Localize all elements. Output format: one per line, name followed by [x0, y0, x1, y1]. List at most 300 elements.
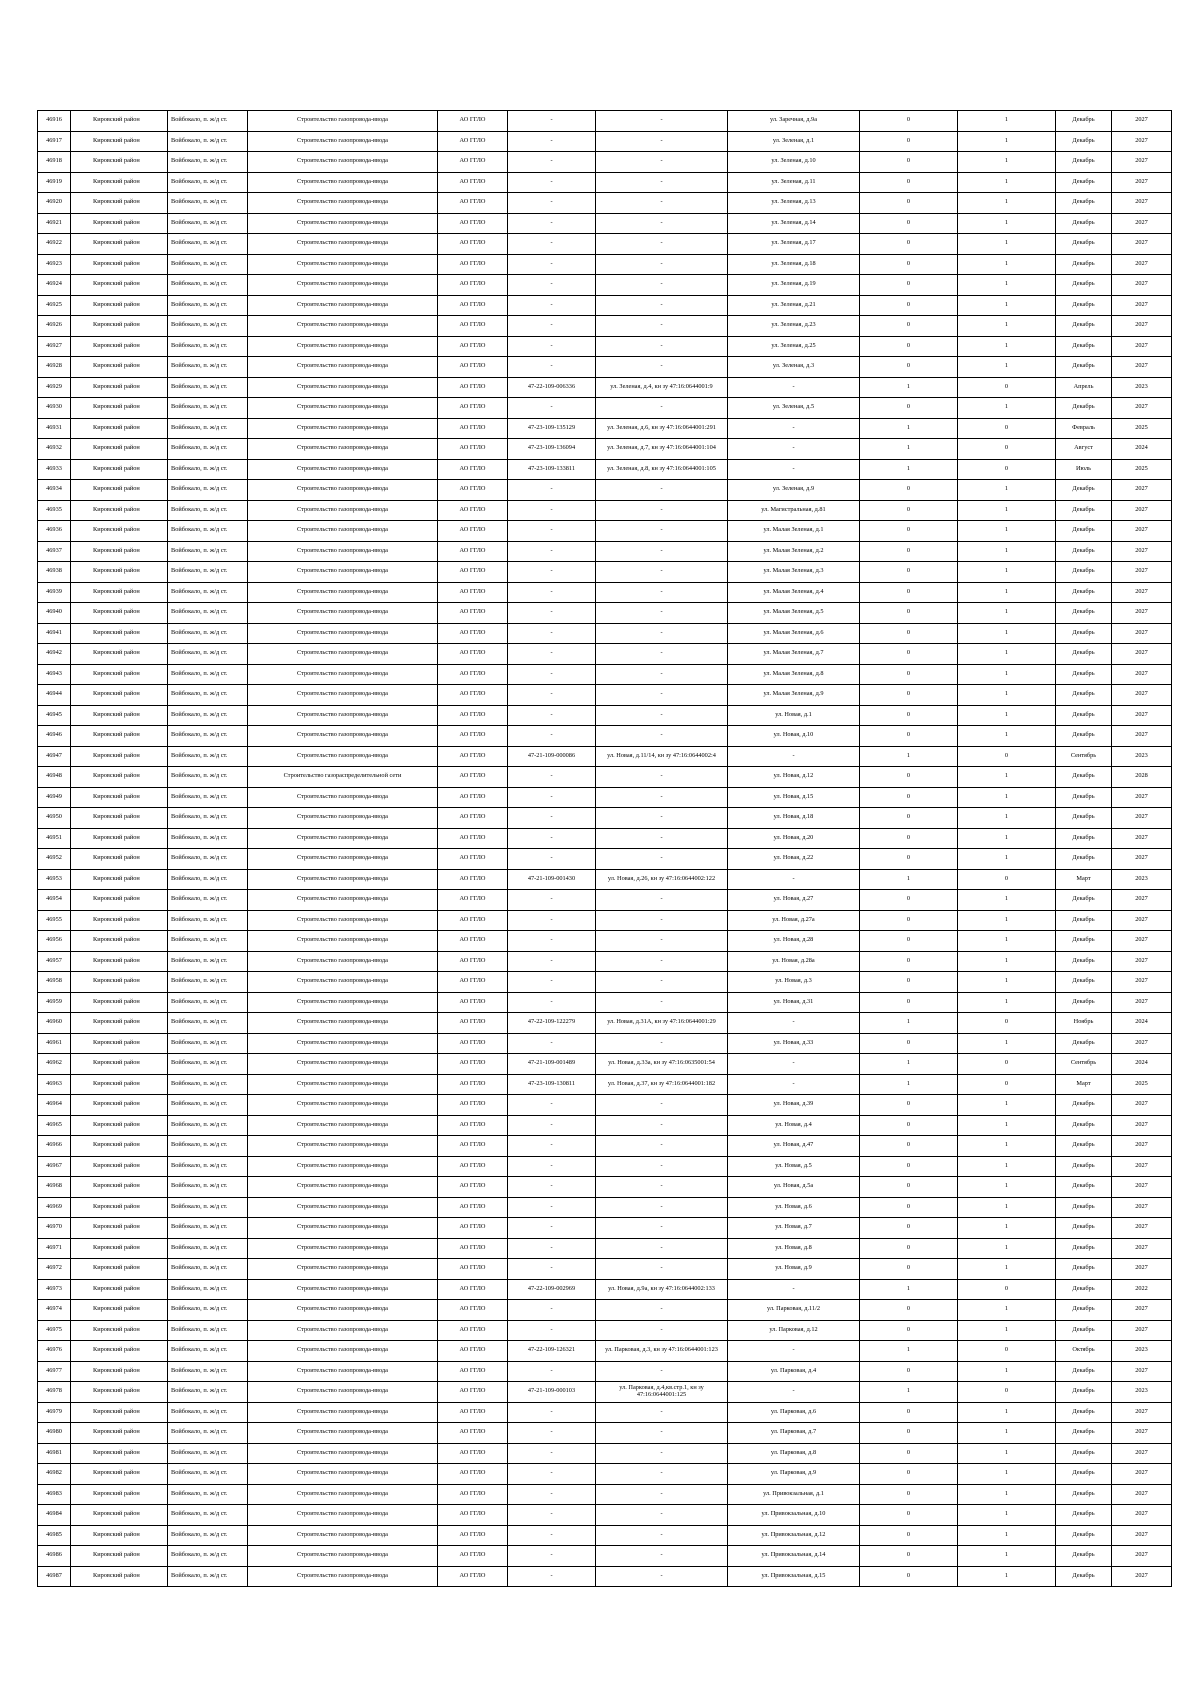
row-number-cell: 46956: [38, 931, 71, 952]
address-cell: ул. Новая, д.4: [728, 1115, 860, 1136]
application-number-cell: -: [508, 172, 596, 193]
district-cell: Кировский район: [71, 1279, 168, 1300]
row-number-cell: 46931: [38, 418, 71, 439]
planned-count-cell: 1: [958, 480, 1056, 501]
district-cell: Кировский район: [71, 705, 168, 726]
year-cell: 2027: [1112, 275, 1172, 296]
connected-count-cell: 0: [860, 1546, 958, 1567]
cadastral-address-cell: -: [596, 295, 728, 316]
connected-count-cell: 0: [860, 972, 958, 993]
cadastral-address-cell: -: [596, 890, 728, 911]
month-cell: Декабрь: [1056, 910, 1112, 931]
address-cell: ул. Зеленая, д.23: [728, 316, 860, 337]
locality-cell: Войбокало, п. ж/д ст.: [168, 808, 248, 829]
district-cell: Кировский район: [71, 992, 168, 1013]
cadastral-address-cell: -: [596, 152, 728, 173]
month-cell: Декабрь: [1056, 1464, 1112, 1485]
application-number-cell: -: [508, 1156, 596, 1177]
cadastral-address-cell: -: [596, 193, 728, 214]
row-number-cell: 46916: [38, 111, 71, 132]
work-type-cell: Строительство газопровода-ввода: [248, 910, 438, 931]
address-cell: -: [728, 869, 860, 890]
month-cell: Декабрь: [1056, 603, 1112, 624]
month-cell: Декабрь: [1056, 808, 1112, 829]
row-number-cell: 46943: [38, 664, 71, 685]
address-cell: ул. Зеленая, д.18: [728, 254, 860, 275]
month-cell: Декабрь: [1056, 1218, 1112, 1239]
locality-cell: Войбокало, п. ж/д ст.: [168, 972, 248, 993]
planned-count-cell: 1: [958, 131, 1056, 152]
address-cell: ул. Новая, д.22: [728, 849, 860, 870]
application-number-cell: 47-23-109-135129: [508, 418, 596, 439]
operator-cell: АО ГГЛО: [438, 152, 508, 173]
cadastral-address-cell: -: [596, 685, 728, 706]
operator-cell: АО ГГЛО: [438, 951, 508, 972]
row-number-cell: 46950: [38, 808, 71, 829]
district-cell: Кировский район: [71, 1177, 168, 1198]
table-row: [38, 500, 1172, 521]
work-type-cell: Строительство газопровода-ввода: [248, 582, 438, 603]
work-type-cell: Строительство газопровода-ввода: [248, 131, 438, 152]
work-type-cell: Строительство газопровода-ввода: [248, 890, 438, 911]
application-number-cell: -: [508, 1423, 596, 1444]
year-cell: 2027: [1112, 357, 1172, 378]
connected-count-cell: 1: [860, 1054, 958, 1075]
work-type-cell: Строительство газопровода-ввода: [248, 1361, 438, 1382]
year-cell: 2024: [1112, 1013, 1172, 1034]
month-cell: Декабрь: [1056, 562, 1112, 583]
connected-count-cell: 0: [860, 336, 958, 357]
locality-cell: Войбокало, п. ж/д ст.: [168, 398, 248, 419]
district-cell: Кировский район: [71, 193, 168, 214]
month-cell: Декабрь: [1056, 357, 1112, 378]
year-cell: 2027: [1112, 254, 1172, 275]
connected-count-cell: 0: [860, 623, 958, 644]
month-cell: Декабрь: [1056, 787, 1112, 808]
planned-count-cell: 1: [958, 1484, 1056, 1505]
connected-count-cell: 0: [860, 1156, 958, 1177]
address-cell: ул. Новая, д.3: [728, 972, 860, 993]
address-cell: ул. Малая Зеленая, д.6: [728, 623, 860, 644]
district-cell: Кировский район: [71, 1033, 168, 1054]
connected-count-cell: 0: [860, 767, 958, 788]
address-cell: ул. Парковая, д.6: [728, 1402, 860, 1423]
planned-count-cell: 1: [958, 582, 1056, 603]
year-cell: 2027: [1112, 234, 1172, 255]
operator-cell: АО ГГЛО: [438, 234, 508, 255]
work-type-cell: Строительство газопровода-ввода: [248, 972, 438, 993]
locality-cell: Войбокало, п. ж/д ст.: [168, 664, 248, 685]
application-number-cell: -: [508, 1115, 596, 1136]
table-row: [38, 275, 1172, 296]
application-number-cell: -: [508, 131, 596, 152]
planned-count-cell: 1: [958, 1402, 1056, 1423]
cadastral-address-cell: -: [596, 1136, 728, 1157]
year-cell: 2027: [1112, 1546, 1172, 1567]
application-number-cell: -: [508, 726, 596, 747]
cadastral-address-cell: -: [596, 644, 728, 665]
cadastral-address-cell: -: [596, 336, 728, 357]
locality-cell: Войбокало, п. ж/д ст.: [168, 234, 248, 255]
row-number-cell: 46971: [38, 1238, 71, 1259]
connected-count-cell: 0: [860, 111, 958, 132]
operator-cell: АО ГГЛО: [438, 521, 508, 542]
locality-cell: Войбокало, п. ж/д ст.: [168, 1464, 248, 1485]
year-cell: 2025: [1112, 1074, 1172, 1095]
operator-cell: АО ГГЛО: [438, 1402, 508, 1423]
connected-count-cell: 0: [860, 1197, 958, 1218]
row-number-cell: 46927: [38, 336, 71, 357]
cadastral-address-cell: -: [596, 664, 728, 685]
district-cell: Кировский район: [71, 849, 168, 870]
cadastral-address-cell: -: [596, 1423, 728, 1444]
operator-cell: АО ГГЛО: [438, 582, 508, 603]
locality-cell: Войбокало, п. ж/д ст.: [168, 111, 248, 132]
table-row: [38, 1279, 1172, 1300]
month-cell: Декабрь: [1056, 828, 1112, 849]
planned-count-cell: 1: [958, 500, 1056, 521]
application-number-cell: -: [508, 1197, 596, 1218]
address-cell: ул. Новая, д.31: [728, 992, 860, 1013]
work-type-cell: Строительство газопровода-ввода: [248, 828, 438, 849]
table-row: [38, 1443, 1172, 1464]
year-cell: 2027: [1112, 316, 1172, 337]
connected-count-cell: 0: [860, 254, 958, 275]
cadastral-address-cell: -: [596, 111, 728, 132]
operator-cell: АО ГГЛО: [438, 869, 508, 890]
work-type-cell: Строительство газопровода-ввода: [248, 1443, 438, 1464]
month-cell: Декабрь: [1056, 1300, 1112, 1321]
district-cell: Кировский район: [71, 1402, 168, 1423]
cadastral-address-cell: -: [596, 828, 728, 849]
cadastral-address-cell: -: [596, 131, 728, 152]
year-cell: 2024: [1112, 439, 1172, 460]
work-type-cell: Строительство газопровода-ввода: [248, 1259, 438, 1280]
application-number-cell: -: [508, 1177, 596, 1198]
month-cell: Декабрь: [1056, 254, 1112, 275]
work-type-cell: Строительство газопровода-ввода: [248, 1136, 438, 1157]
connected-count-cell: 1: [860, 1279, 958, 1300]
address-cell: ул. Зеленая, д.21: [728, 295, 860, 316]
row-number-cell: 46944: [38, 685, 71, 706]
year-cell: 2027: [1112, 582, 1172, 603]
connected-count-cell: 0: [860, 562, 958, 583]
planned-count-cell: 1: [958, 1259, 1056, 1280]
year-cell: 2025: [1112, 418, 1172, 439]
connected-count-cell: 0: [860, 1115, 958, 1136]
address-cell: -: [728, 1382, 860, 1403]
connected-count-cell: 0: [860, 1525, 958, 1546]
month-cell: Декабрь: [1056, 1238, 1112, 1259]
district-cell: Кировский район: [71, 1546, 168, 1567]
planned-count-cell: 1: [958, 152, 1056, 173]
address-cell: ул. Новая, д.28: [728, 931, 860, 952]
planned-count-cell: 1: [958, 254, 1056, 275]
table-row: [38, 1320, 1172, 1341]
table-row: [38, 664, 1172, 685]
application-number-cell: -: [508, 1525, 596, 1546]
year-cell: 2027: [1112, 1115, 1172, 1136]
locality-cell: Войбокало, п. ж/д ст.: [168, 951, 248, 972]
planned-count-cell: 1: [958, 1566, 1056, 1587]
table-row: [38, 521, 1172, 542]
connected-count-cell: 1: [860, 418, 958, 439]
row-number-cell: 46928: [38, 357, 71, 378]
work-type-cell: Строительство газопровода-ввода: [248, 603, 438, 624]
row-number-cell: 46968: [38, 1177, 71, 1198]
row-number-cell: 46977: [38, 1361, 71, 1382]
planned-count-cell: 1: [958, 1361, 1056, 1382]
connected-count-cell: 0: [860, 213, 958, 234]
month-cell: Декабрь: [1056, 1546, 1112, 1567]
table-row: [38, 931, 1172, 952]
address-cell: ул. Зеленая, д.19: [728, 275, 860, 296]
table-row: [38, 582, 1172, 603]
connected-count-cell: 0: [860, 480, 958, 501]
row-number-cell: 46924: [38, 275, 71, 296]
operator-cell: АО ГГЛО: [438, 1177, 508, 1198]
locality-cell: Войбокало, п. ж/д ст.: [168, 1484, 248, 1505]
locality-cell: Войбокало, п. ж/д ст.: [168, 418, 248, 439]
year-cell: 2022: [1112, 1279, 1172, 1300]
month-cell: Декабрь: [1056, 398, 1112, 419]
application-number-cell: -: [508, 623, 596, 644]
application-number-cell: -: [508, 1136, 596, 1157]
planned-count-cell: 1: [958, 1464, 1056, 1485]
month-cell: Декабрь: [1056, 1525, 1112, 1546]
row-number-cell: 46918: [38, 152, 71, 173]
address-cell: ул. Новая, д.18: [728, 808, 860, 829]
address-cell: ул. Новая, д.10: [728, 726, 860, 747]
connected-count-cell: 0: [860, 1443, 958, 1464]
year-cell: 2027: [1112, 1177, 1172, 1198]
table-row: [38, 1054, 1172, 1075]
operator-cell: АО ГГЛО: [438, 603, 508, 624]
table-row: [38, 131, 1172, 152]
work-type-cell: Строительство газопровода-ввода: [248, 1341, 438, 1362]
locality-cell: Войбокало, п. ж/д ст.: [168, 1546, 248, 1567]
work-type-cell: Строительство газопровода-ввода: [248, 357, 438, 378]
operator-cell: АО ГГЛО: [438, 992, 508, 1013]
operator-cell: АО ГГЛО: [438, 418, 508, 439]
connected-count-cell: 1: [860, 459, 958, 480]
planned-count-cell: 1: [958, 808, 1056, 829]
planned-count-cell: 1: [958, 1156, 1056, 1177]
connected-count-cell: 0: [860, 500, 958, 521]
application-number-cell: 47-22-109-006336: [508, 377, 596, 398]
work-type-cell: Строительство газопровода-ввода: [248, 1013, 438, 1034]
connected-count-cell: 0: [860, 1259, 958, 1280]
cadastral-address-cell: -: [596, 705, 728, 726]
work-type-cell: Строительство газопровода-ввода: [248, 172, 438, 193]
locality-cell: Войбокало, п. ж/д ст.: [168, 1402, 248, 1423]
row-number-cell: 46982: [38, 1464, 71, 1485]
operator-cell: АО ГГЛО: [438, 1505, 508, 1526]
planned-count-cell: 1: [958, 787, 1056, 808]
table-row: [38, 1505, 1172, 1526]
row-number-cell: 46986: [38, 1546, 71, 1567]
operator-cell: АО ГГЛО: [438, 726, 508, 747]
operator-cell: АО ГГЛО: [438, 459, 508, 480]
planned-count-cell: 1: [958, 521, 1056, 542]
district-cell: Кировский район: [71, 213, 168, 234]
application-number-cell: -: [508, 1095, 596, 1116]
year-cell: 2027: [1112, 787, 1172, 808]
operator-cell: АО ГГЛО: [438, 1525, 508, 1546]
month-cell: Декабрь: [1056, 951, 1112, 972]
district-cell: Кировский район: [71, 1361, 168, 1382]
row-number-cell: 46953: [38, 869, 71, 890]
address-cell: ул. Новая, д.39: [728, 1095, 860, 1116]
work-type-cell: Строительство газопровода-ввода: [248, 746, 438, 767]
work-type-cell: Строительство газопровода-ввода: [248, 152, 438, 173]
work-type-cell: Строительство газопровода-ввода: [248, 336, 438, 357]
connected-count-cell: 1: [860, 1013, 958, 1034]
year-cell: 2027: [1112, 295, 1172, 316]
year-cell: 2027: [1112, 1095, 1172, 1116]
month-cell: Декабрь: [1056, 705, 1112, 726]
work-type-cell: Строительство газопровода-ввода: [248, 521, 438, 542]
table-row: [38, 1341, 1172, 1362]
table-row: [38, 1402, 1172, 1423]
application-number-cell: -: [508, 1464, 596, 1485]
address-cell: ул. Парковая, д.7: [728, 1423, 860, 1444]
operator-cell: АО ГГЛО: [438, 1156, 508, 1177]
locality-cell: Войбокало, п. ж/д ст.: [168, 1259, 248, 1280]
address-cell: ул. Привокзальная, д.14: [728, 1546, 860, 1567]
operator-cell: АО ГГЛО: [438, 316, 508, 337]
district-cell: Кировский район: [71, 254, 168, 275]
connected-count-cell: 1: [860, 1382, 958, 1403]
month-cell: Декабрь: [1056, 685, 1112, 706]
cadastral-address-cell: -: [596, 172, 728, 193]
planned-count-cell: 1: [958, 336, 1056, 357]
table-row: [38, 705, 1172, 726]
application-number-cell: -: [508, 275, 596, 296]
connected-count-cell: 0: [860, 890, 958, 911]
month-cell: Декабрь: [1056, 1443, 1112, 1464]
connected-count-cell: 0: [860, 828, 958, 849]
application-number-cell: -: [508, 1300, 596, 1321]
locality-cell: Войбокало, п. ж/д ст.: [168, 172, 248, 193]
table-row: [38, 603, 1172, 624]
locality-cell: Войбокало, п. ж/д ст.: [168, 828, 248, 849]
district-cell: Кировский район: [71, 623, 168, 644]
table-row: [38, 767, 1172, 788]
connected-count-cell: 0: [860, 685, 958, 706]
cadastral-address-cell: -: [596, 1566, 728, 1587]
month-cell: Декабрь: [1056, 1177, 1112, 1198]
work-type-cell: Строительство газопровода-ввода: [248, 562, 438, 583]
table-row: [38, 1546, 1172, 1567]
planned-count-cell: 1: [958, 972, 1056, 993]
cadastral-address-cell: -: [596, 562, 728, 583]
operator-cell: АО ГГЛО: [438, 131, 508, 152]
table-row: [38, 1013, 1172, 1034]
work-type-cell: Строительство газопровода-ввода: [248, 1382, 438, 1403]
table-row: [38, 459, 1172, 480]
planned-count-cell: 1: [958, 623, 1056, 644]
locality-cell: Войбокало, п. ж/д ст.: [168, 746, 248, 767]
table-row: [38, 1156, 1172, 1177]
connected-count-cell: 0: [860, 1464, 958, 1485]
connected-count-cell: 0: [860, 521, 958, 542]
locality-cell: Войбокало, п. ж/д ст.: [168, 1238, 248, 1259]
connected-count-cell: 0: [860, 295, 958, 316]
operator-cell: АО ГГЛО: [438, 1033, 508, 1054]
month-cell: Декабрь: [1056, 316, 1112, 337]
planned-count-cell: 0: [958, 1013, 1056, 1034]
cadastral-address-cell: ул. Новая, д.33а, кн зу 47:16:0635001:54: [596, 1054, 728, 1075]
address-cell: ул. Новая, д.5: [728, 1156, 860, 1177]
year-cell: 2027: [1112, 808, 1172, 829]
row-number-cell: 46947: [38, 746, 71, 767]
locality-cell: Войбокало, п. ж/д ст.: [168, 849, 248, 870]
row-number-cell: 46960: [38, 1013, 71, 1034]
year-cell: 2027: [1112, 623, 1172, 644]
application-number-cell: -: [508, 582, 596, 603]
work-type-cell: Строительство газопровода-ввода: [248, 398, 438, 419]
connected-count-cell: 0: [860, 152, 958, 173]
district-cell: Кировский район: [71, 787, 168, 808]
planned-count-cell: 1: [958, 1320, 1056, 1341]
table-row: [38, 1115, 1172, 1136]
operator-cell: АО ГГЛО: [438, 111, 508, 132]
row-number-cell: 46969: [38, 1197, 71, 1218]
row-number-cell: 46926: [38, 316, 71, 337]
planned-count-cell: 0: [958, 439, 1056, 460]
locality-cell: Войбокало, п. ж/д ст.: [168, 562, 248, 583]
district-cell: Кировский район: [71, 1484, 168, 1505]
locality-cell: Войбокало, п. ж/д ст.: [168, 1361, 248, 1382]
month-cell: Декабрь: [1056, 972, 1112, 993]
year-cell: 2027: [1112, 541, 1172, 562]
locality-cell: Войбокало, п. ж/д ст.: [168, 1033, 248, 1054]
connected-count-cell: 0: [860, 1177, 958, 1198]
month-cell: Декабрь: [1056, 234, 1112, 255]
row-number-cell: 46967: [38, 1156, 71, 1177]
work-type-cell: Строительство газопровода-ввода: [248, 1423, 438, 1444]
application-number-cell: -: [508, 910, 596, 931]
district-cell: Кировский район: [71, 1197, 168, 1218]
operator-cell: АО ГГЛО: [438, 1361, 508, 1382]
work-type-cell: Строительство газопровода-ввода: [248, 808, 438, 829]
row-number-cell: 46983: [38, 1484, 71, 1505]
work-type-cell: Строительство газопровода-ввода: [248, 459, 438, 480]
cadastral-address-cell: -: [596, 1361, 728, 1382]
locality-cell: Войбокало, п. ж/д ст.: [168, 1525, 248, 1546]
district-cell: Кировский район: [71, 459, 168, 480]
planned-count-cell: 1: [958, 193, 1056, 214]
year-cell: 2027: [1112, 1136, 1172, 1157]
district-cell: Кировский район: [71, 377, 168, 398]
district-cell: Кировский район: [71, 500, 168, 521]
table-row: [38, 193, 1172, 214]
row-number-cell: 46945: [38, 705, 71, 726]
address-cell: ул. Зеленая, д.5: [728, 398, 860, 419]
year-cell: 2027: [1112, 1156, 1172, 1177]
row-number-cell: 46979: [38, 1402, 71, 1423]
district-cell: Кировский район: [71, 1525, 168, 1546]
planned-count-cell: 1: [958, 295, 1056, 316]
table-row: [38, 623, 1172, 644]
year-cell: 2027: [1112, 152, 1172, 173]
cadastral-address-cell: -: [596, 931, 728, 952]
locality-cell: Войбокало, п. ж/д ст.: [168, 541, 248, 562]
year-cell: 2027: [1112, 1505, 1172, 1526]
row-number-cell: 46941: [38, 623, 71, 644]
district-cell: Кировский район: [71, 1156, 168, 1177]
